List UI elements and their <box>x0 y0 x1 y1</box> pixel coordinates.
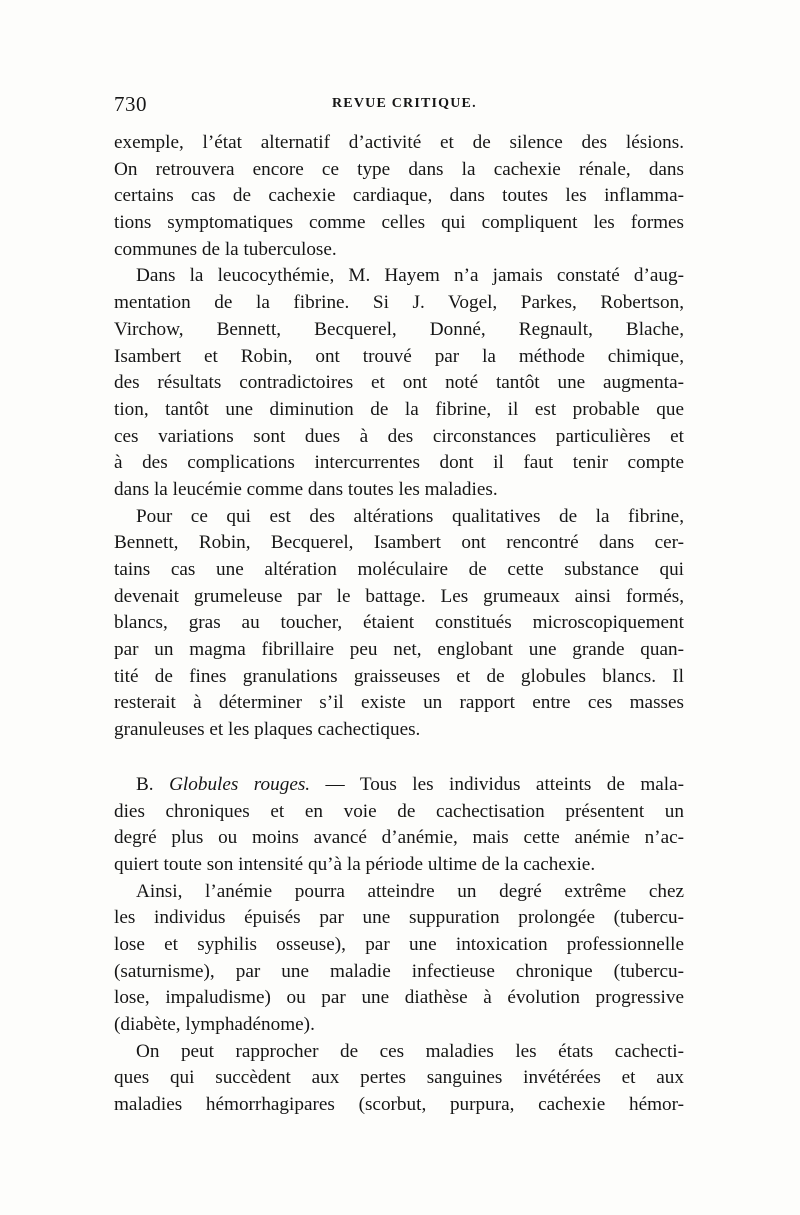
text-line: Bennett, Robin, Becquerel, Isambert ont rencontré dans cer- <box>114 532 684 554</box>
text-line: ces variations sont dues à des circonstances particulières et <box>114 425 684 447</box>
text-line: mentation de la fibrine. Si J. Vogel, Parkes, Robertson, <box>114 292 684 314</box>
text-line: lose, impaludisme) ou par une diathèse à évolution progressive <box>114 987 684 1009</box>
body-text <box>114 130 684 1119</box>
text-line: tion, tantôt une diminution de la fibrine, il est probable que <box>114 398 684 420</box>
text-line: Ainsi, l’anémie pourra atteindre un degré extrême chez <box>136 880 684 902</box>
text-line: blancs, gras au toucher, étaient constitués microscopiquement <box>114 612 684 634</box>
text-line: Dans la leucocythémie, M. Hayem n’a jamais constaté d’aug- <box>136 265 684 287</box>
text-line: certains cas de cachexie cardiaque, dans toutes les inflamma- <box>114 185 684 207</box>
page-number: 730 <box>114 92 147 116</box>
text-line: quiert toute son intensité qu’à la période ultime de la cachexie. <box>114 853 596 875</box>
text-line: dans la leucémie comme dans toutes les maladies. <box>114 478 498 500</box>
text-line: à des complications intercurrentes dont il faut tenir compte <box>114 452 684 474</box>
paragraph <box>114 879 684 1039</box>
text-line: tité de fines granulations graisseuses et de globules blancs. Il <box>114 665 684 687</box>
text-line: granuleuses et les plaques cachectiques. <box>114 719 421 741</box>
text-line: par un magma fibrillaire peu net, englobant une grande quan- <box>114 639 684 661</box>
text-line: maladies hémorrhagipares (scorbut, purpura, cachexie hémor- <box>114 1094 684 1116</box>
text-line: lose et syphilis osseuse), par une intoxication professionnelle <box>114 933 684 955</box>
text-line: (diabète, lymphadénome). <box>114 1014 315 1035</box>
text-line: ques qui succèdent aux pertes sanguines invétérées et aux <box>114 1067 684 1089</box>
text-fragment: — Tous les individus atteints de mala- <box>310 773 685 795</box>
running-head: REVUE CRITIQUE. <box>332 96 477 111</box>
text-line: Pour ce qui est des altérations qualitatives de la fibrine, <box>136 505 684 527</box>
section-heading-line <box>114 772 684 799</box>
text-line: On retrouvera encore ce type dans la cachexie rénale, dans <box>114 158 684 180</box>
paragraph <box>114 130 684 263</box>
text-line: des résultats contradictoires et ont noté tantôt une augmenta- <box>114 372 684 394</box>
text-line: tains cas une altération moléculaire de cette substance qui <box>114 559 684 580</box>
text-line: Virchow, Bennett, Becquerel, Donné, Regnault, Blache, <box>114 318 684 340</box>
paragraph <box>114 1039 684 1119</box>
paragraph <box>114 772 684 879</box>
text-line: tions symptomatiques comme celles qui compliquent les formes <box>114 212 684 234</box>
text-line: devenait grumeleuse par le battage. Les grumeaux ainsi formés, <box>114 585 684 607</box>
paragraph <box>114 263 684 503</box>
page-header <box>0 92 800 122</box>
text-line: communes de la tuberculose. <box>114 238 337 260</box>
text-line: On peut rapprocher de ces maladies les états cachecti- <box>136 1040 684 1062</box>
text-line: degré plus ou moins avancé d’anémie, mais cette anémie n’ac- <box>114 827 684 849</box>
text-line: resterait à déterminer s’il existe un rapport entre ces masses <box>114 692 684 714</box>
text-line: dies chroniques et en voie de cachectisation présentent un <box>114 800 684 822</box>
section-spacer <box>114 744 684 772</box>
text-line: Isambert et Robin, ont trouvé par la méthode chimique, <box>114 345 684 367</box>
section-label: B. <box>136 773 154 795</box>
paragraph <box>114 504 684 744</box>
text-line: (saturnisme), par une maladie infectieuse chronique (tubercu- <box>114 960 684 982</box>
text-line: exemple, l’état alternatif d’activité et de silence des lésions. <box>114 132 684 153</box>
section-title: Globules rouges. <box>169 773 311 795</box>
text-line: les individus épuisés par une suppuration prolongée (tubercu- <box>114 907 684 929</box>
